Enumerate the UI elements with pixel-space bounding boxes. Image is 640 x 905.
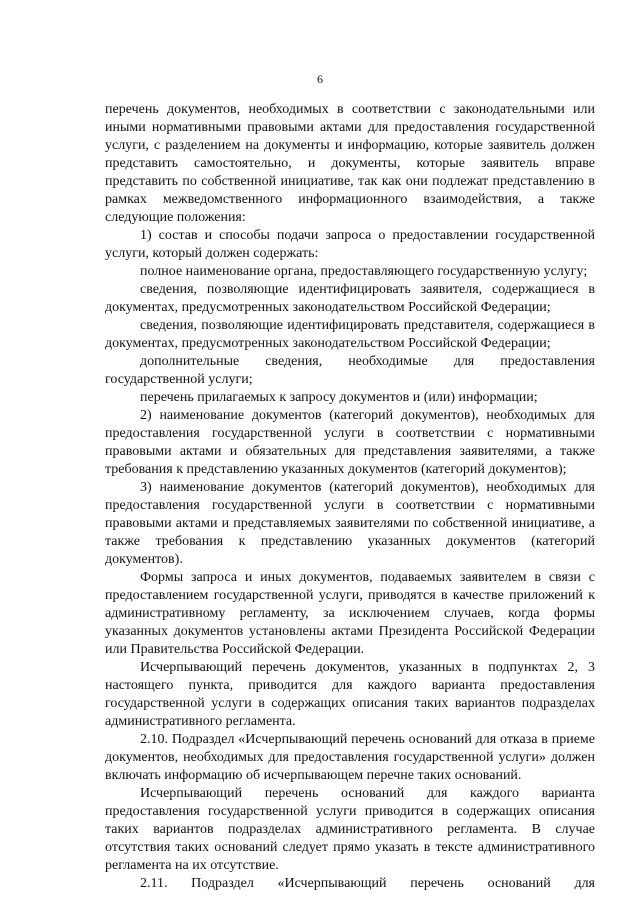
paragraph-additional-info: дополнительные сведения, необходимые для предоставления государственной услуги;	[105, 354, 595, 387]
paragraph-grounds-list: Исчерпывающий перечень оснований для каждого варианта предоставления государственной услуги приводится в содержащих описания таких вариантов подразделах административного регламента. В случае отсутствия таких оснований следует прямо указать в тексте административного регламента на их отсутствие.	[105, 786, 595, 873]
paragraph-request-forms: Формы запроса и иных документов, подаваемых заявителем в связи с предоставлением государственной услуги, приводятся в качестве приложений к административному регламенту, за исключением случаев, когда формы указанных документов установлены актами Президента Российской Федерации или Правительства Российской Федерации.	[105, 570, 595, 657]
page-number: 6	[317, 72, 323, 86]
paragraph-applicant-identification: сведения, позволяющие идентифицировать заявителя, содержащиеся в документах, предусмотренных законодательством Российской Федерации;	[105, 282, 595, 315]
paragraph-attached-documents: перечень прилагаемых к запросу документов и (или) информации;	[140, 390, 538, 405]
paragraph-section-2-10: 2.10. Подраздел «Исчерпывающий перечень оснований для отказа в приеме документов, необходимых для предоставления государственной услуги» должен включать информацию об исчерпывающем перечне таких оснований.	[105, 732, 595, 783]
paragraph-item-2: 2) наименование документов (категорий документов), необходимых для предоставления государственной услуги в соответствии с нормативными правовыми актами и обязательных для представления заявителями, а также требования к представлению указанных документов (категорий документов);	[105, 408, 595, 477]
paragraph-section-2-11: 2.11. Подраздел «Исчерпывающий перечень оснований для	[140, 876, 595, 891]
paragraph-exhaustive-list: Исчерпывающий перечень документов, указанных в подпунктах 2, 3 настоящего пункта, приводится для каждого варианта предоставления государственной услуги в содержащих описания таких вариантов подразделах административного регламента.	[105, 660, 595, 729]
paragraph-documents-list: перечень документов, необходимых в соответствии с законодательными или иными нормативными правовыми актами для предоставления государственной услуги, с разделением на документы и информацию, которые заявитель должен представить самостоятельно, и документы, которые заявитель вправе представить по собственной инициативе, так как они подлежат представлению в рамках межведомственного информационного взаимодействия, а также следующие положения:	[105, 102, 595, 225]
paragraph-request-composition: 1) состав и способы подачи запроса о предоставлении государственной услуги, который должен содержать:	[105, 228, 595, 261]
paragraph-organ-name: полное наименование органа, предоставляющего государственную услугу;	[140, 264, 588, 279]
paragraph-representative-identification: сведения, позволяющие идентифицировать представителя, содержащиеся в документах, предусмотренных законодательством Российской Федерации;	[105, 318, 595, 351]
paragraph-item-3: 3) наименование документов (категорий документов), необходимых для предоставления государственной услуги в соответствии с нормативными правовыми актами и представляемых заявителями по собственной инициативе, а также требования к представлению указанных документов (категорий документов).	[105, 480, 595, 567]
page-body	[105, 101, 595, 893]
